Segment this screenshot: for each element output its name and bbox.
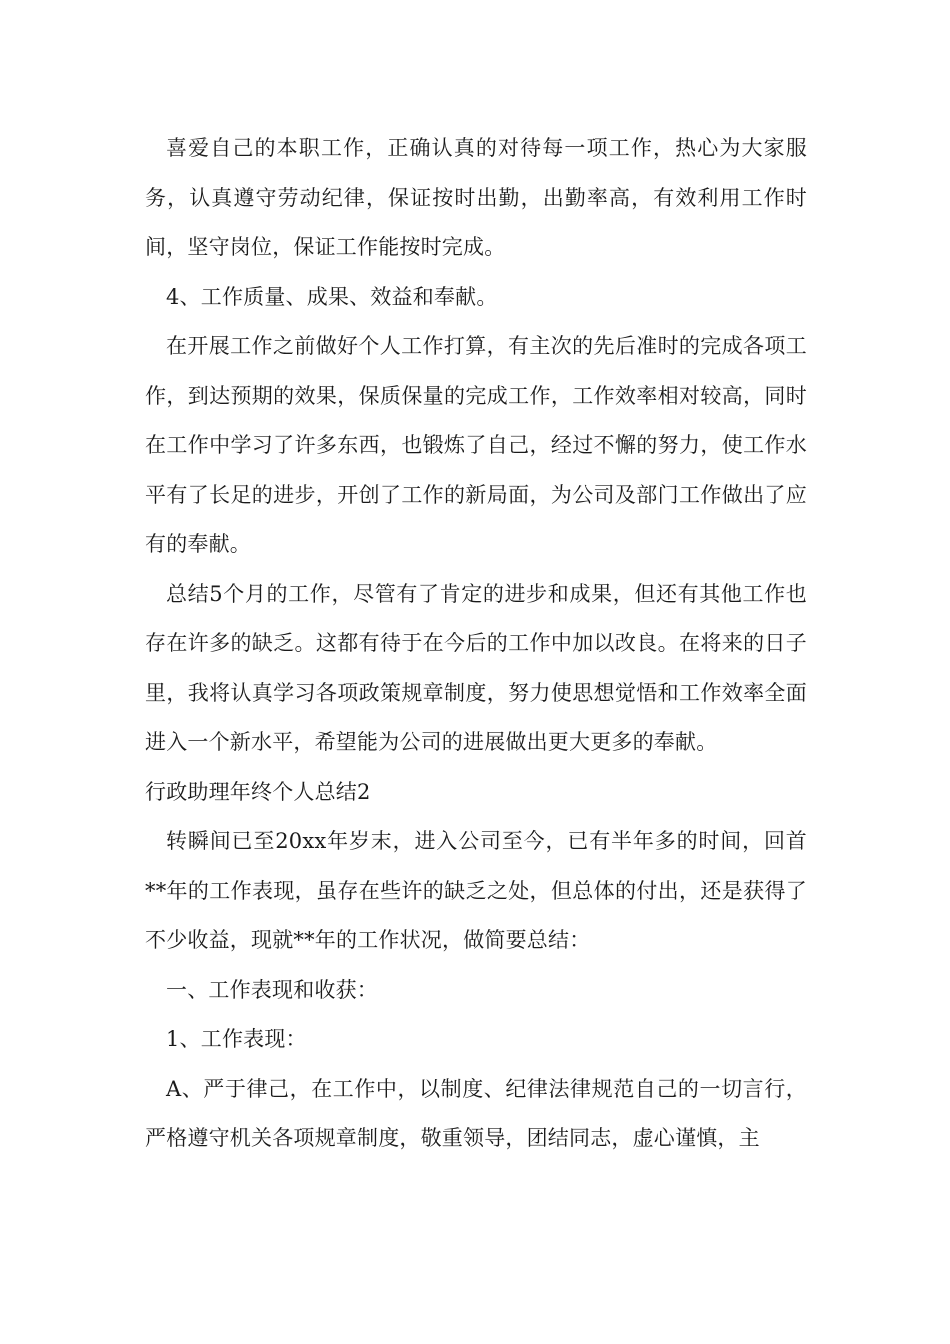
paragraph: 在开展工作之前做好个人工作打算，有主次的先后准时的完成各项工作，到达预期的效果，保质保量的完成工作，工作效率相对较高，同时在工作中学习了许多东西，也锻炼了自己，经过不懈的努力，使工作水平有了长足的进步，开创了工作的新局面，为公司及部门工作做出了应有的奉献。 (145, 334, 807, 556)
list-heading: 4、工作质量、成果、效益和奉献。 (166, 284, 498, 309)
paragraph: 总结5个月的工作，尽管有了肯定的进步和成果，但还有其他工作也存在许多的缺乏。这都有待于在今后的工作中加以改良。在将来的日子里，我将认真学习各项政策规章制度，努力使思想觉悟和工作效率全面进入一个新水平，希望能为公司的进展做出更大更多的奉献。 (145, 581, 807, 754)
document-page (145, 124, 807, 1164)
paragraph: A、严于律己，在工作中，以制度、纪律法律规范自己的一切言行，严格遵守机关各项规章制度，敬重领导，团结同志，虚心谨慎，主 (145, 1076, 807, 1150)
list-heading: 1、工作表现： (166, 1027, 307, 1051)
paragraph: 喜爱自己的本职工作，正确认真的对待每一项工作，热心为大家服务，认真遵守劳动纪律，保证按时出勤，出勤率高，有效利用工作时间，坚守岗位，保证工作能按时完成。 (145, 136, 807, 259)
list-heading: 一、工作表现和收获： (166, 977, 378, 1002)
paragraph: 转瞬间已至20xx年岁末，进入公司至今，已有半年多的时间，回首**年的工作表现，虽存在些许的缺乏之处，但总体的付出，还是获得了不少收益，现就**年的工作状况，做简要总结： (145, 829, 807, 952)
section-title: 行政助理年终个人总结2 (145, 779, 371, 804)
